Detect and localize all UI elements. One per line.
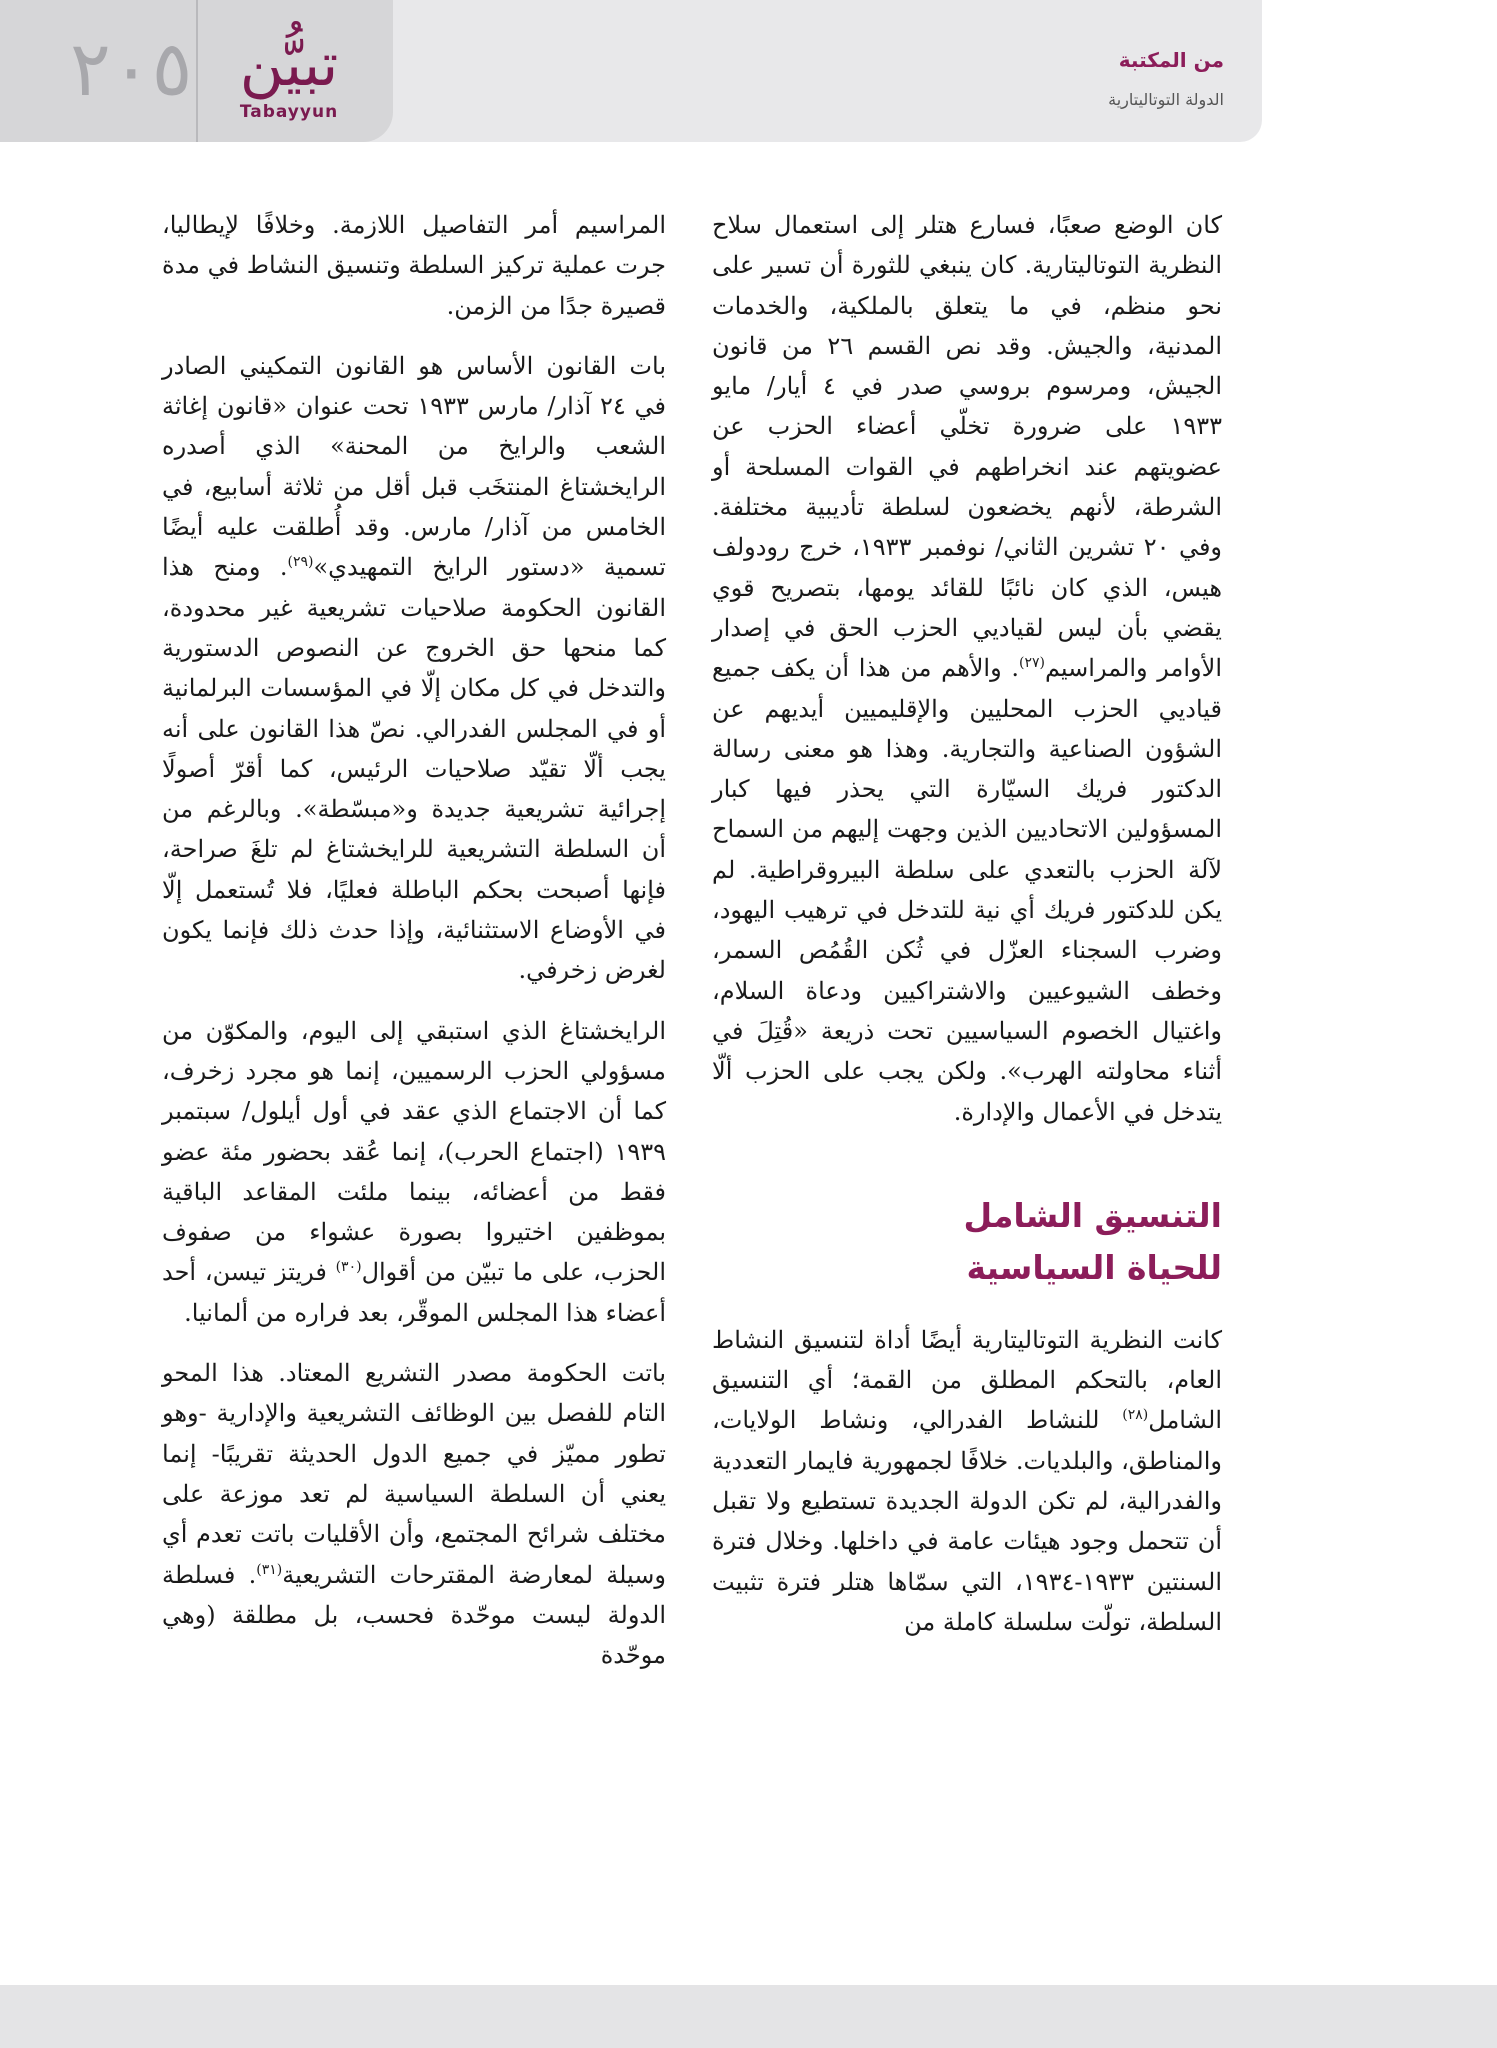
paragraph-text: باتت الحكومة مصدر التشريع المعتاد. هذا المحو التام للفصل بين الوظائف التشريعية والإدارية -وهو تطور مميّز في جميع الدول الحديثة تقريبًا- إنما يعني أن السلطة السياسية لم تعد موزعة على مختلف شرائح المجتمع، وأن الأقليات باتت تعدم أي وسيلة لمعارضة المقترحات التشريعية bbox=[162, 1359, 666, 1589]
paragraph bbox=[712, 205, 1222, 1132]
header-divider bbox=[196, 0, 198, 142]
paragraph-text: كانت النظرية التوتاليتارية أيضًا أداة لتنسيق النشاط العام، بالتحكم المطلق من القمة؛ أي التنسيق الشامل bbox=[712, 1325, 1222, 1435]
paragraph bbox=[162, 1011, 666, 1333]
section-label: من المكتبة bbox=[1118, 48, 1224, 72]
footnote-ref[interactable]: (٣٠) bbox=[335, 1259, 362, 1276]
article-column-right bbox=[712, 205, 1222, 1662]
paragraph bbox=[162, 1353, 666, 1675]
footnote-ref[interactable]: (٢٨) bbox=[1122, 1407, 1149, 1424]
section-heading-line: للحياة السياسية bbox=[966, 1247, 1222, 1287]
page-number: ٢٠٥ bbox=[70, 24, 193, 113]
paragraph bbox=[162, 346, 666, 991]
paragraph-text: الرايخشتاغ الذي استبقي إلى اليوم، والمكوّن من مسؤولي الحزب الرسميين، إنما هو مجرد زخرف، كما أن الاجتماع الذي عقد في أول أيلول/ سبتمبر ١٩٣٩ (اجتماع الحرب)، إنما عُقد بحضور مئة عضو فقط من أعضائه، بينما ملئت المقاعد الباقية بموظفين اختيروا بصورة عشواء من صفوف الحزب، على ما تبيّن من أقوال bbox=[162, 1016, 666, 1287]
logo-latin: Tabayyun bbox=[239, 102, 339, 122]
paragraph-text: . فسلطة الدولة ليست موحّدة فحسب، بل مطلقة (وهي موحّدة bbox=[162, 1560, 666, 1670]
article-column-left bbox=[162, 205, 666, 1695]
logo-arabic: تبيُّن bbox=[239, 30, 339, 100]
paragraph-text: كان الوضع صعبًا، فسارع هتلر إلى استعمال سلاح النظرية التوتاليتارية. كان ينبغي للثورة أن تسير على نحو منظم، في ما يتعلق بالملكية، والخدمات المدنية، والجيش. وقد نص القسم ٢٦ من قانون الجيش، ومرسوم بروسي صدر في ٤ أيار/ مايو ١٩٣٣ على ضرورة تخلّي أعضاء الحزب عن عضويتهم عند انخراطهم في القوات المسلحة أو الشرطة، لأنهم يخضعون لسلطة تأديبية مختلفة. وفي ٢٠ تشرين الثاني/ نوفمبر ١٩٣٣، خرج رودولف هيس، الذي كان نائبًا للقائد يومها، بتصريح قوي يقضي بأن ليس لقياديي الحزب الحق في إصدار الأوامر والمراسيم bbox=[712, 211, 1223, 683]
paragraph-text: . والأهم من هذا أن يكف جميع قياديي الحزب المحليين والإقليميين أيديهم عن الشؤون الصناعية والتجارية. وهذا هو معنى رسالة الدكتور فريك السيّارة التي يحذر فيها كبار المسؤولين الاتحاديين الذين وجهت إليهم من السماح لآلة الحزب بالتعدي على سلطة البيروقراطية. لم يكن للدكتور فريك أي نية للتدخل في ترهيب اليهود، وضرب السجناء العزّل في ثُكن القُمُص السمر، وخطف الشيوعيين والاشتراكيين ودعاة السلام، واغتيال الخصوم السياسيين تحت ذريعة «قُتِلَ في أثناء محاولته الهرب». ولكن يجب على الحزب ألّا يتدخل في الأعمال والإدارة. bbox=[712, 654, 1222, 1126]
section-subtitle: الدولة التوتاليتارية bbox=[1108, 90, 1224, 109]
section-heading-line: التنسيق الشامل bbox=[963, 1195, 1222, 1235]
paragraph-text: للنشاط الفدرالي، ونشاط الولايات، والمناطق، والبلديات. خلافًا لجمهورية فايمار التعددية والفدرالية، لم تكن الدولة الجديدة تستطيع ولا تقبل أن تتحمل وجود هيئات عامة في داخلها. وخلال فترة السنتين ١٩٣٣-١٩٣٤، التي سمّاها هتلر فترة تثبيت السلطة، تولّت سلسلة كاملة من bbox=[712, 1406, 1222, 1636]
paragraph: المراسيم أمر التفاصيل اللازمة. وخلافًا لإيطاليا، جرت عملية تركيز السلطة وتنسيق النشاط في مدة قصيرة جدًا من الزمن. bbox=[162, 211, 666, 320]
paragraph-text: . ومنح هذا القانون الحكومة صلاحيات تشريعية غير محدودة، كما منحها حق الخروج عن النصوص الدستورية والتدخل في كل مكان إلّا في المؤسسات البرلمانية أو في المجلس الفدرالي. نصّ هذا القانون على أنه يجب ألّا تقيّد صلاحيات الرئيس، كما أقرّ أصولًا إجرائية تشريعية جديدة و«مبسّطة». وبالرغم من أن السلطة التشريعية للرايخشتاغ لم تلغَ صراحة، فإنها أصبحت بحكم الباطلة فعليًا، فلا تُستعمل إلّا في الأوضاع الاستثنائية، وإذا حدث ذلك فإنما يكون لغرض زخرفي. bbox=[162, 553, 666, 985]
paragraph-text: بات القانون الأساس هو القانون التمكيني الصادر في ٢٤ آذار/ مارس ١٩٣٣ تحت عنوان «قانون إغاثة الشعب والرايخ من المحنة» الذي أصدره الرايخشتاغ المنتخَب قبل أقل من ثلاثة أسابيع، في الخامس من آذار/ مارس. وقد أُطلقت عليه أيضًا تسمية «دستور الرايخ التمهيدي» bbox=[162, 351, 667, 582]
footnote-ref[interactable]: (٣١) bbox=[256, 1561, 283, 1578]
footnote-ref[interactable]: (٢٩) bbox=[287, 554, 314, 571]
paragraph-text: فريتز تيسن، أحد أعضاء هذا المجلس الموقّر، بعد فراره من ألمانيا. bbox=[162, 1258, 666, 1327]
paragraph bbox=[712, 1320, 1222, 1642]
section-heading bbox=[712, 1190, 1222, 1294]
footer-band bbox=[0, 1985, 1497, 2048]
footnote-ref[interactable]: (٢٧) bbox=[1018, 655, 1045, 672]
